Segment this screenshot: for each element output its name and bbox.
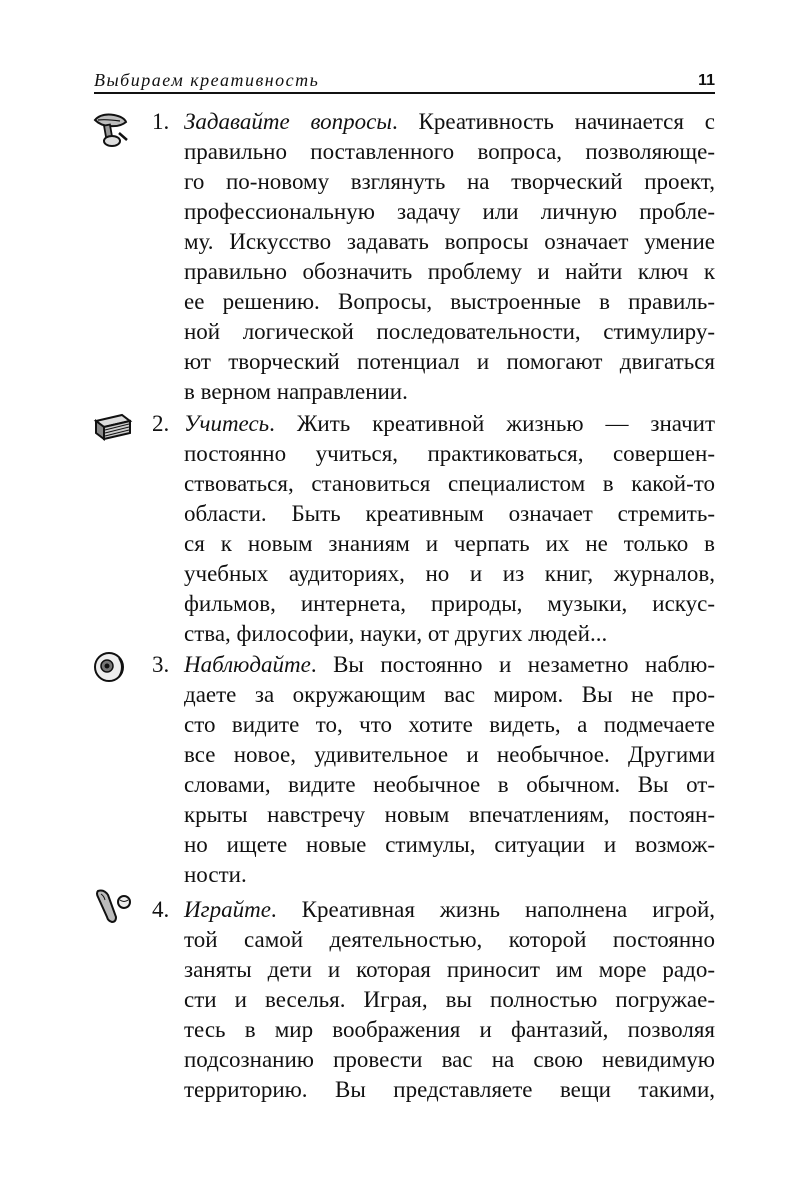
text-line: крыты навстречу новым впечатлениям, постоян- bbox=[184, 802, 715, 827]
magnifier-icon bbox=[92, 111, 134, 151]
text-line: Задавайте вопросы. Креативность начинается с bbox=[184, 109, 715, 134]
text-line: подсознанию провести вас на свою невидимую bbox=[184, 1047, 715, 1072]
text-line: Играйте. Креативная жизнь наполнена игрой, bbox=[184, 897, 715, 922]
text-line: даете за окружающим вас миром. Вы не про- bbox=[184, 682, 715, 707]
item-title: Наблюдайте bbox=[184, 652, 311, 677]
item-number: 1. bbox=[152, 109, 170, 134]
item-title: Задавайте вопросы bbox=[184, 109, 392, 134]
text-line: все новое, удивительное и необычное. Другими bbox=[184, 742, 715, 767]
text-line: Наблюдайте. Вы постоянно и незаметно наблю- bbox=[184, 652, 715, 677]
text-line: области. Быть креативным означает стремить- bbox=[184, 501, 715, 526]
running-title: Выбираем креативность bbox=[94, 70, 320, 90]
text-line: ства, философии, науки, от других людей... bbox=[184, 621, 608, 646]
item-text bbox=[184, 895, 715, 1105]
text-line: ют творческий потенциал и помогают двигаться bbox=[184, 349, 715, 374]
item-title: Учитесь bbox=[184, 411, 270, 436]
text-line: словами, видите необычное в обычном. Вы от- bbox=[184, 772, 715, 797]
text-line: правильно обозначить проблему и найти ключ к bbox=[184, 259, 715, 284]
text-line: учебных аудиториях, но и из книг, журналов, bbox=[184, 561, 715, 586]
text-line: ной логической последовательности, стимулиру- bbox=[184, 319, 715, 344]
item-text bbox=[184, 650, 715, 890]
page-number: 11 bbox=[698, 72, 715, 89]
text-line: Учитесь. Жить креативной жизнью — значит bbox=[184, 411, 715, 436]
item-title: Играйте bbox=[184, 897, 271, 922]
text-line: территорию. Вы представляете вещи такими, bbox=[184, 1077, 715, 1102]
book-icon bbox=[92, 411, 134, 451]
text-line: тесь в мир воображения и фантазий, позволяя bbox=[184, 1017, 715, 1042]
text-line: го по-новому взглянуть на творческий проект, bbox=[184, 169, 715, 194]
text-line: той самой деятельностью, которой постоянно bbox=[184, 927, 715, 952]
text-line: му. Искусство задавать вопросы означает умение bbox=[184, 229, 715, 254]
text-line: фильмов, интернета, природы, музыки, искус- bbox=[184, 591, 715, 616]
text-line: ся к новым знаниям и черпать их не только в bbox=[184, 531, 715, 556]
item-text bbox=[184, 107, 715, 407]
text-line: ности. bbox=[184, 862, 247, 887]
bat-and-ball-icon bbox=[92, 887, 134, 927]
text-line: ее решению. Вопросы, выстроенные в правиль- bbox=[184, 289, 715, 314]
item-number: 3. bbox=[152, 652, 170, 677]
text-line: в верном направлении. bbox=[184, 379, 408, 404]
item-text bbox=[184, 409, 715, 649]
eye-icon bbox=[92, 650, 134, 690]
text-line: ствоваться, становиться специалистом в какой-то bbox=[184, 471, 715, 496]
text-line: сто видите то, что хотите видеть, а подмечаете bbox=[184, 712, 715, 737]
text-line: заняты дети и которая приносит им море радо- bbox=[184, 957, 715, 982]
text-line: сти и веселья. Играя, вы полностью погружае- bbox=[184, 987, 715, 1012]
item-number: 2. bbox=[152, 411, 170, 436]
running-header bbox=[94, 70, 715, 94]
text-line: профессиональную задачу или личную пробле- bbox=[184, 199, 715, 224]
item-number: 4. bbox=[152, 897, 170, 922]
text-line: правильно поставленного вопроса, позволяюще- bbox=[184, 139, 715, 164]
text-line: постоянно учиться, практиковаться, совершен- bbox=[184, 441, 715, 466]
text-line: но ищете новые стимулы, ситуации и возмож- bbox=[184, 832, 715, 857]
